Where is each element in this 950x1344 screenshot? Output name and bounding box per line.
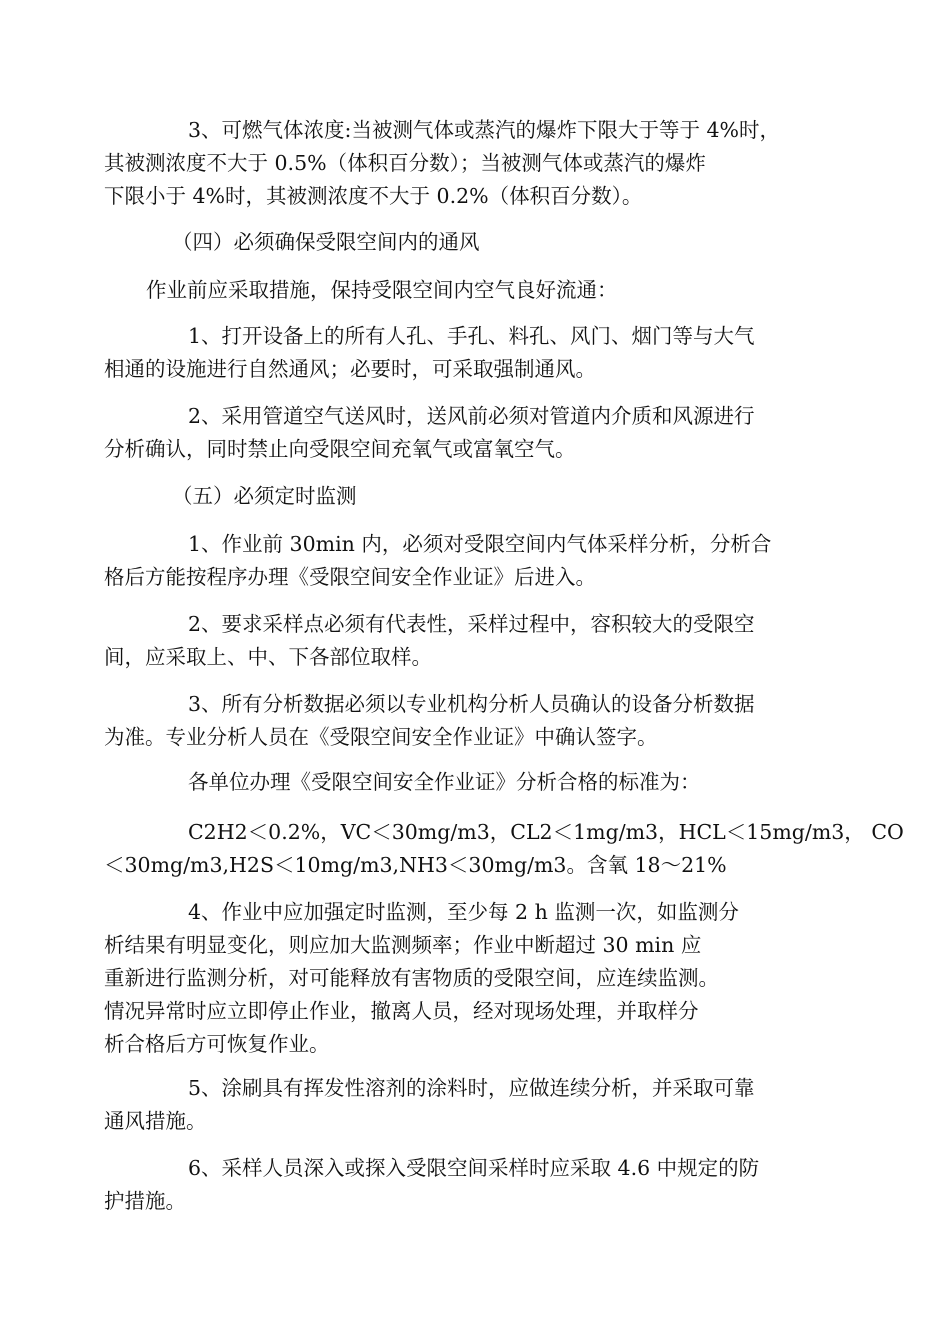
text-line: 6、采样人员深入或探入受限空间采样时应采取 4.6 中规定的防 (188, 1156, 760, 1180)
text-line: 各单位办理《受限空间安全作业证》分析合格的标准为： (188, 770, 701, 794)
text-line: 重新进行监测分析，对可能释放有害物质的受限空间，应连续监测。 (104, 966, 719, 990)
paragraph-pre-work-sampling (104, 528, 836, 594)
section-heading-ventilation (146, 226, 836, 259)
text-line: 情况异常时应立即停止作业，撤离人员，经对现场处理，并取样分 (104, 999, 699, 1023)
paragraph-natural-ventilation (104, 320, 836, 386)
text-line: 间，应采取上、中、下各部位取样。 (104, 645, 432, 669)
heading-text: （四）必须确保受限空间内的通风 (172, 230, 480, 254)
text-line: 护措施。 (104, 1189, 186, 1213)
paragraph-ventilation-intro (146, 274, 836, 307)
paragraph-standard-intro (146, 766, 836, 799)
text-line: 1、打开设备上的所有人孔、手孔、料孔、风门、烟门等与大气 (188, 324, 755, 348)
text-line: ＜30mg/m3,H2S＜10mg/m3,NH3＜30mg/m3。含氧 18～21% (104, 853, 727, 877)
paragraph-analysis-data (104, 688, 836, 754)
text-line: 2、要求采样点必须有代表性，采样过程中，容积较大的受限空 (188, 612, 755, 636)
text-line: 其被测浓度不大于 0.5%（体积百分数）；当被测气体或蒸汽的爆炸 (104, 151, 706, 175)
paragraph-pipe-air-supply (104, 400, 836, 466)
text-line: 为准。专业分析人员在《受限空间安全作业证》中确认签字。 (104, 725, 658, 749)
text-line: 作业前应采取措施，保持受限空间内空气良好流通： (146, 278, 618, 302)
text-line: 5、涂刷具有挥发性溶剂的涂料时，应做连续分析，并采取可靠 (188, 1076, 755, 1100)
paragraph-paint-analysis (104, 1072, 836, 1138)
text-line: 2、采用管道空气送风时，送风前必须对管道内介质和风源进行 (188, 404, 755, 428)
text-line: 下限小于 4%时，其被测浓度不大于 0.2%（体积百分数）。 (104, 184, 643, 208)
section-heading-monitoring (146, 480, 836, 513)
text-line: 3、所有分析数据必须以专业机构分析人员确认的设备分析数据 (188, 692, 755, 716)
paragraph-sampler-protection (104, 1152, 836, 1218)
text-line: 通风措施。 (104, 1109, 207, 1133)
text-line: 分析确认，同时禁止向受限空间充氧气或富氧空气。 (104, 437, 576, 461)
text-line: 3、可燃气体浓度:当被测气体或蒸汽的爆炸下限大于等于 4%时， (188, 118, 780, 142)
heading-text: （五）必须定时监测 (172, 484, 357, 508)
paragraph-sampling-points (104, 608, 836, 674)
text-line: 析结果有明显变化，则应加大监测频率；作业中断超过 30 min 应 (104, 933, 702, 957)
text-line: 格后方能按程序办理《受限空间安全作业证》后进入。 (104, 565, 596, 589)
text-line: 1、作业前 30min 内，必须对受限空间内气体采样分析，分析合 (188, 532, 772, 556)
text-line: C2H2＜0.2%，VC＜30mg/m3，CL2＜1mg/m3，HCL＜15mg/m3， CO (188, 820, 904, 844)
paragraph-standard-values (104, 816, 904, 882)
text-line: 析合格后方可恢复作业。 (104, 1032, 330, 1056)
paragraph-periodic-monitoring (104, 896, 836, 1061)
text-line: 相通的设施进行自然通风；必要时，可采取强制通风。 (104, 357, 596, 381)
paragraph-combustible-gas (104, 114, 836, 213)
text-line: 4、作业中应加强定时监测，至少每 2 h 监测一次，如监测分 (188, 900, 739, 924)
